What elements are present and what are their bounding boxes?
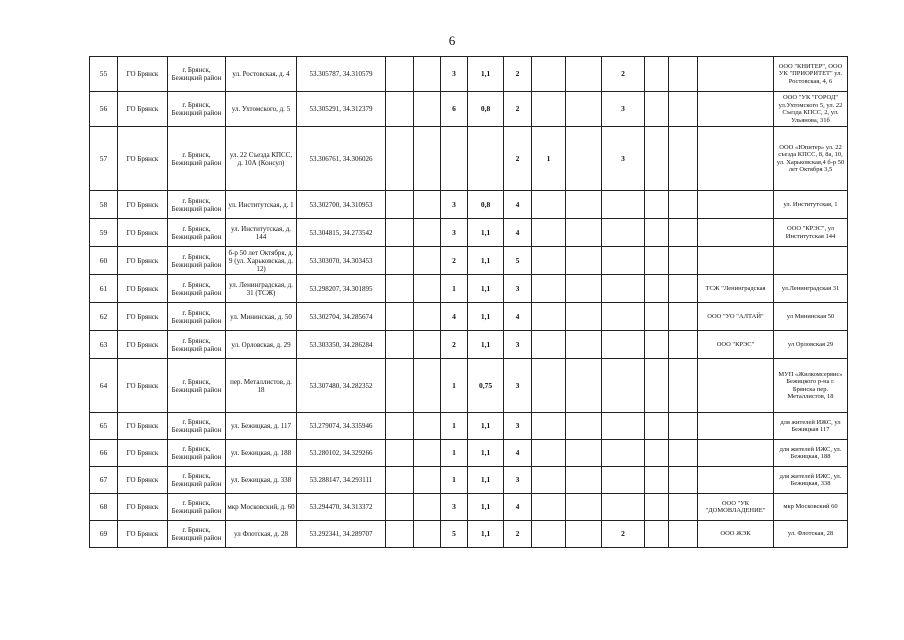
cell-qty2 (532, 57, 566, 92)
cell-address: б-р 50 лет Октября, д. 9 (ул. Харьковская, д. 12) (226, 247, 297, 275)
cell-empty-5 (386, 413, 414, 440)
cell-org (698, 467, 774, 494)
cell-num: 57 (90, 127, 118, 191)
table-row (90, 247, 848, 275)
cell-empty-5 (386, 191, 414, 219)
table-row (90, 440, 848, 467)
cell-volume: 1,1 (468, 440, 504, 467)
cell-qty2 (532, 494, 566, 521)
cell-empty-14 (669, 413, 698, 440)
cell-org: ООО "УО "АЛТАЙ" (698, 303, 774, 331)
cell-qty3 (602, 494, 645, 521)
cell-org (698, 247, 774, 275)
cell-count: 4 (441, 303, 468, 331)
table-row (90, 521, 848, 548)
cell-empty-5 (386, 219, 414, 247)
cell-num: 56 (90, 92, 118, 127)
cell-org (698, 191, 774, 219)
cell-coords: 53.303350, 34.286284 (297, 331, 386, 359)
cell-coords: 53.302704, 34.285674 (297, 303, 386, 331)
cell-serves: МУП «Жилкомсервис» Бежицкого р-на г. Брянска пер. Металлистов, 18 (774, 359, 848, 413)
cell-municipality: ГО Брянск (118, 494, 168, 521)
cell-address: ул. 22 Съезда КПСС, д. 10А (Консул) (226, 127, 297, 191)
cell-empty-11 (566, 303, 602, 331)
cell-qty: 2 (504, 127, 532, 191)
cell-qty: 3 (504, 467, 532, 494)
cell-address: ул. Бежицкая, д. 188 (226, 440, 297, 467)
cell-empty-13 (645, 57, 669, 92)
cell-empty-6 (414, 440, 441, 467)
cell-org (698, 127, 774, 191)
cell-qty2 (532, 413, 566, 440)
cell-empty-5 (386, 57, 414, 92)
cell-empty-13 (645, 303, 669, 331)
cell-empty-11 (566, 219, 602, 247)
cell-coords: 53.292341, 34.289707 (297, 521, 386, 548)
cell-num: 58 (90, 191, 118, 219)
cell-address: мкр Московский, д. 60 (226, 494, 297, 521)
cell-empty-6 (414, 331, 441, 359)
cell-district: г. Брянск, Бежицкий район (168, 57, 226, 92)
cell-address: ул. Бежицкая, д. 338 (226, 467, 297, 494)
cell-address: ул. Институтская, д. 144 (226, 219, 297, 247)
cell-coords: 53.307480, 34.282352 (297, 359, 386, 413)
cell-num: 62 (90, 303, 118, 331)
cell-serves (774, 247, 848, 275)
cell-empty-14 (669, 92, 698, 127)
cell-serves: ул. Институтская, 1 (774, 191, 848, 219)
cell-district: г. Брянск, Бежицкий район (168, 359, 226, 413)
cell-org: ООО "КРЭС" (698, 331, 774, 359)
cell-empty-13 (645, 219, 669, 247)
cell-coords: 53.306761, 34.306026 (297, 127, 386, 191)
cell-serves: ул Мининская 50 (774, 303, 848, 331)
cell-district: г. Брянск, Бежицкий район (168, 331, 226, 359)
cell-count: 3 (441, 191, 468, 219)
cell-qty: 4 (504, 494, 532, 521)
cell-address: пер. Металлистов, д. 18 (226, 359, 297, 413)
cell-empty-13 (645, 521, 669, 548)
cell-org (698, 440, 774, 467)
cell-empty-13 (645, 440, 669, 467)
cell-coords: 53.279074, 34.335946 (297, 413, 386, 440)
cell-empty-5 (386, 467, 414, 494)
cell-empty-13 (645, 331, 669, 359)
cell-num: 61 (90, 275, 118, 303)
cell-qty: 4 (504, 219, 532, 247)
cell-serves: ул Орловская 29 (774, 331, 848, 359)
table-body (90, 57, 848, 548)
cell-municipality: ГО Брянск (118, 219, 168, 247)
cell-address: ул. Институтская, д. 1 (226, 191, 297, 219)
cell-empty-14 (669, 219, 698, 247)
cell-empty-6 (414, 413, 441, 440)
cell-qty: 2 (504, 521, 532, 548)
cell-empty-13 (645, 494, 669, 521)
cell-district: г. Брянск, Бежицкий район (168, 413, 226, 440)
table-row (90, 413, 848, 440)
cell-qty3 (602, 191, 645, 219)
cell-qty: 2 (504, 57, 532, 92)
cell-qty2 (532, 359, 566, 413)
cell-empty-6 (414, 467, 441, 494)
cell-count: 5 (441, 521, 468, 548)
cell-coords: 53.298207, 34.301895 (297, 275, 386, 303)
cell-qty3: 3 (602, 127, 645, 191)
cell-count: 1 (441, 467, 468, 494)
cell-address: ул. Мининская, д. 50 (226, 303, 297, 331)
cell-qty2 (532, 303, 566, 331)
table-row (90, 92, 848, 127)
cell-serves: ул.Ленинградская 31 (774, 275, 848, 303)
cell-empty-13 (645, 92, 669, 127)
table-row (90, 275, 848, 303)
cell-qty2 (532, 521, 566, 548)
cell-empty-6 (414, 303, 441, 331)
cell-volume: 1,1 (468, 247, 504, 275)
cell-empty-14 (669, 303, 698, 331)
cell-empty-11 (566, 247, 602, 275)
cell-org (698, 57, 774, 92)
cell-count: 1 (441, 413, 468, 440)
cell-empty-6 (414, 247, 441, 275)
cell-empty-5 (386, 359, 414, 413)
cell-volume (468, 127, 504, 191)
cell-coords: 53.280102, 34.329266 (297, 440, 386, 467)
cell-org: ООО "УК "ДОМОВЛАДЕНИЕ" (698, 494, 774, 521)
cell-empty-11 (566, 467, 602, 494)
cell-qty: 4 (504, 191, 532, 219)
page-number: 6 (448, 33, 456, 48)
cell-qty3 (602, 467, 645, 494)
table-row (90, 467, 848, 494)
cell-qty: 3 (504, 359, 532, 413)
cell-empty-13 (645, 359, 669, 413)
cell-volume: 0,75 (468, 359, 504, 413)
cell-volume: 1,1 (468, 494, 504, 521)
cell-address: ул. Орловская, д. 29 (226, 331, 297, 359)
cell-org (698, 413, 774, 440)
cell-count: 3 (441, 219, 468, 247)
cell-qty2 (532, 92, 566, 127)
cell-empty-11 (566, 275, 602, 303)
cell-empty-6 (414, 219, 441, 247)
cell-qty3 (602, 303, 645, 331)
cell-district: г. Брянск, Бежицкий район (168, 127, 226, 191)
table-row (90, 359, 848, 413)
cell-address: ул. Ленинградская, д. 31 (ТСЖ) (226, 275, 297, 303)
table-row (90, 219, 848, 247)
cell-empty-11 (566, 191, 602, 219)
cell-volume: 1,1 (468, 467, 504, 494)
cell-num: 66 (90, 440, 118, 467)
cell-municipality: ГО Брянск (118, 57, 168, 92)
cell-qty2 (532, 219, 566, 247)
cell-num: 60 (90, 247, 118, 275)
cell-empty-13 (645, 413, 669, 440)
table-row (90, 191, 848, 219)
cell-district: г. Брянск, Бежицкий район (168, 247, 226, 275)
cell-num: 65 (90, 413, 118, 440)
cell-municipality: ГО Брянск (118, 191, 168, 219)
cell-empty-13 (645, 127, 669, 191)
cell-empty-11 (566, 413, 602, 440)
cell-municipality: ГО Брянск (118, 127, 168, 191)
cell-qty3: 2 (602, 57, 645, 92)
cell-serves: мкр Московский 60 (774, 494, 848, 521)
cell-municipality: ГО Брянск (118, 467, 168, 494)
cell-municipality: ГО Брянск (118, 359, 168, 413)
cell-empty-5 (386, 127, 414, 191)
cell-qty2 (532, 191, 566, 219)
cell-empty-6 (414, 127, 441, 191)
cell-municipality: ГО Брянск (118, 275, 168, 303)
cell-coords: 53.304815, 34.273542 (297, 219, 386, 247)
cell-qty2 (532, 247, 566, 275)
cell-empty-6 (414, 359, 441, 413)
cell-municipality: ГО Брянск (118, 521, 168, 548)
cell-empty-5 (386, 440, 414, 467)
cell-empty-5 (386, 92, 414, 127)
cell-volume: 1,1 (468, 275, 504, 303)
cell-num: 64 (90, 359, 118, 413)
cell-qty3 (602, 247, 645, 275)
cell-num: 63 (90, 331, 118, 359)
cell-empty-14 (669, 359, 698, 413)
cell-empty-6 (414, 275, 441, 303)
cell-empty-14 (669, 494, 698, 521)
cell-qty3 (602, 275, 645, 303)
cell-org (698, 92, 774, 127)
cell-empty-14 (669, 521, 698, 548)
cell-municipality: ГО Брянск (118, 303, 168, 331)
cell-empty-14 (669, 191, 698, 219)
cell-empty-14 (669, 127, 698, 191)
cell-address: ул Флотская, д. 28 (226, 521, 297, 548)
cell-volume: 0,8 (468, 92, 504, 127)
cell-district: г. Брянск, Бежицкий район (168, 467, 226, 494)
cell-qty2 (532, 331, 566, 359)
cell-municipality: ГО Брянск (118, 440, 168, 467)
cell-empty-11 (566, 521, 602, 548)
cell-qty3: 2 (602, 521, 645, 548)
table-row (90, 303, 848, 331)
cell-volume: 1,1 (468, 219, 504, 247)
cell-serves: для жителей ИЖС, ул. Бежицкая, 188 (774, 440, 848, 467)
cell-municipality: ГО Брянск (118, 331, 168, 359)
cell-empty-13 (645, 247, 669, 275)
cell-org (698, 359, 774, 413)
cell-empty-11 (566, 92, 602, 127)
cell-district: г. Брянск, Бежицкий район (168, 521, 226, 548)
cell-empty-5 (386, 331, 414, 359)
cell-qty3 (602, 413, 645, 440)
cell-empty-6 (414, 521, 441, 548)
cell-district: г. Брянск, Бежицкий район (168, 219, 226, 247)
cell-municipality: ГО Брянск (118, 247, 168, 275)
cell-district: г. Брянск, Бежицкий район (168, 191, 226, 219)
cell-empty-13 (645, 467, 669, 494)
cell-count: 1 (441, 275, 468, 303)
cell-serves: ООО "КНИТЕР", ООО УК "ПРИОРИТЕТ" ул. Ростовская, 4, 6 (774, 57, 848, 92)
cell-volume: 1,1 (468, 413, 504, 440)
cell-empty-13 (645, 191, 669, 219)
cell-num: 68 (90, 494, 118, 521)
cell-org (698, 219, 774, 247)
cell-qty: 3 (504, 275, 532, 303)
cell-empty-14 (669, 275, 698, 303)
cell-district: г. Брянск, Бежицкий район (168, 92, 226, 127)
cell-empty-11 (566, 359, 602, 413)
cell-empty-11 (566, 440, 602, 467)
cell-district: г. Брянск, Бежицкий район (168, 275, 226, 303)
cell-serves: ООО «Юпитер» ул. 22 съезда КПСС, 8, 8а, 10, ул. Харьковская,4 б-р 50 лет Октября 3,5 (774, 127, 848, 191)
cell-qty3 (602, 440, 645, 467)
cell-district: г. Брянск, Бежицкий район (168, 494, 226, 521)
cell-qty: 4 (504, 303, 532, 331)
cell-municipality: ГО Брянск (118, 413, 168, 440)
cell-empty-11 (566, 331, 602, 359)
cell-empty-6 (414, 92, 441, 127)
cell-empty-14 (669, 467, 698, 494)
cell-serves: для жителей ИЖС, ул Бежицкая 117 (774, 413, 848, 440)
cell-qty2 (532, 440, 566, 467)
cell-num: 67 (90, 467, 118, 494)
container-sites-table (89, 56, 848, 548)
cell-count: 2 (441, 247, 468, 275)
cell-empty-13 (645, 275, 669, 303)
cell-coords: 53.294470, 34.313372 (297, 494, 386, 521)
cell-serves: ООО "УК "ГОРОД" ул.Ухтомского 5, ул. 22 Съезда КПСС, 2, ул. Ульянова, 31б (774, 92, 848, 127)
cell-volume: 1,1 (468, 331, 504, 359)
cell-empty-14 (669, 57, 698, 92)
cell-coords: 53.305787, 34.310579 (297, 57, 386, 92)
table-row (90, 494, 848, 521)
cell-serves: ул. Флотская, 28 (774, 521, 848, 548)
cell-empty-5 (386, 247, 414, 275)
cell-empty-5 (386, 303, 414, 331)
cell-empty-14 (669, 247, 698, 275)
cell-empty-11 (566, 127, 602, 191)
cell-serves: для жителей ИЖС, ул. Бежицкая, 338 (774, 467, 848, 494)
cell-qty: 4 (504, 440, 532, 467)
table-row (90, 331, 848, 359)
cell-count: 1 (441, 440, 468, 467)
cell-empty-11 (566, 57, 602, 92)
cell-num: 59 (90, 219, 118, 247)
cell-org: ТСЖ "Ленинградская (698, 275, 774, 303)
cell-qty2 (532, 275, 566, 303)
cell-empty-6 (414, 494, 441, 521)
cell-qty3 (602, 219, 645, 247)
cell-address: ул. Ростовская, д. 4 (226, 57, 297, 92)
cell-empty-11 (566, 494, 602, 521)
cell-coords: 53.288147, 34.293111 (297, 467, 386, 494)
cell-coords: 53.302700, 34.310953 (297, 191, 386, 219)
cell-qty: 5 (504, 247, 532, 275)
cell-empty-6 (414, 191, 441, 219)
cell-coords: 53.305291, 34.312379 (297, 92, 386, 127)
cell-qty: 3 (504, 413, 532, 440)
cell-address: ул. Бежицкая, д. 117 (226, 413, 297, 440)
cell-volume: 0,8 (468, 191, 504, 219)
cell-empty-5 (386, 521, 414, 548)
cell-empty-6 (414, 57, 441, 92)
cell-qty2: 1 (532, 127, 566, 191)
cell-municipality: ГО Брянск (118, 92, 168, 127)
table-row (90, 57, 848, 92)
cell-empty-5 (386, 494, 414, 521)
cell-count: 1 (441, 359, 468, 413)
table-row (90, 127, 848, 191)
cell-qty: 3 (504, 331, 532, 359)
cell-coords: 53.303070, 34.303453 (297, 247, 386, 275)
cell-volume: 1,1 (468, 303, 504, 331)
cell-empty-14 (669, 331, 698, 359)
cell-volume: 1,1 (468, 57, 504, 92)
cell-district: г. Брянск, Бежицкий район (168, 303, 226, 331)
cell-qty2 (532, 467, 566, 494)
cell-org: ООО ЖЭК (698, 521, 774, 548)
cell-qty3 (602, 331, 645, 359)
cell-num: 69 (90, 521, 118, 548)
cell-count: 3 (441, 494, 468, 521)
cell-empty-5 (386, 275, 414, 303)
cell-address: ул. Ухтомского, д. 5 (226, 92, 297, 127)
cell-count: 3 (441, 57, 468, 92)
cell-num: 55 (90, 57, 118, 92)
cell-count: 6 (441, 92, 468, 127)
cell-qty3 (602, 359, 645, 413)
cell-district: г. Брянск, Бежицкий район (168, 440, 226, 467)
cell-volume: 1,1 (468, 521, 504, 548)
cell-count: 2 (441, 331, 468, 359)
cell-serves: ООО "КРЭС", ул Институтская 144 (774, 219, 848, 247)
cell-empty-14 (669, 440, 698, 467)
cell-count (441, 127, 468, 191)
cell-qty: 2 (504, 92, 532, 127)
cell-qty3: 3 (602, 92, 645, 127)
